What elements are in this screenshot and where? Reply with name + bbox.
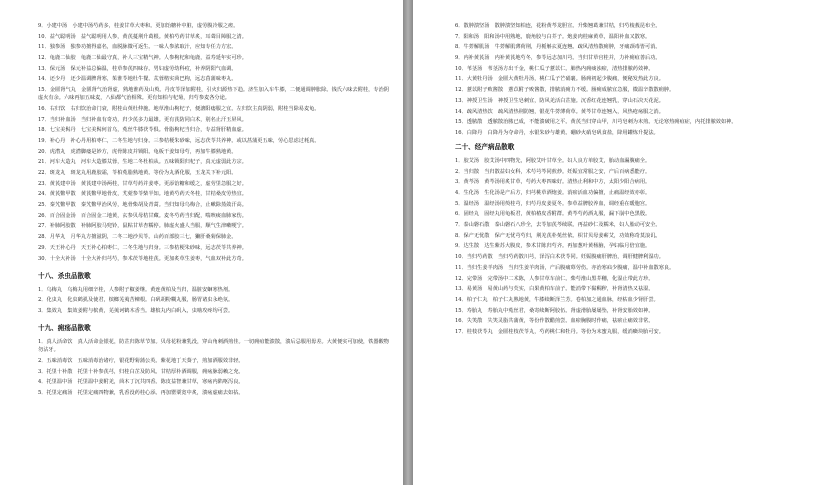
list-item: 1．乌梅丸 乌梅丸用细辛桂，人参附子椒姜继。黄连黄柏及当归，温脏安蛔寒热剂。 — [38, 286, 234, 293]
list-item: 13．神授卫生汤 神授卫生皂刺宜，防风羌活白芷施。沉香红花连翘乳，穿山石决天花泥。 — [455, 97, 664, 104]
list-item: 2．化虫丸 化虫鹤虱及使君，槟榔芜荑苦楝根。白矾胡粉糊丸服，肠胃诸虫永绝氛。 — [38, 297, 234, 304]
list-item: 8．保产无忧散 保产无忧芎芍归，荆羌芪朴菟丝依。枳甘贝母姜蕲艾，功效称奇莫浪讥。 — [455, 232, 661, 239]
list-item: 11．大黄牡丹汤 金匮大黄牡丹汤，桃仁瓜子芒硝襄。肠痈初起少腹痛，便秘发热此方良。 — [455, 76, 664, 83]
list-item: 16．失笑散 失笑灵脂共蒲黄，等份作散醋煎尝。血瘀胸腹时作痛，祛瘀止痛效非常。 — [455, 318, 654, 325]
list-item: 9．小建中汤 小建中汤芍药多，桂姜甘草大枣和。更加饴糖补中脏，虚劳腹冷服之瘥。 — [38, 23, 239, 29]
right-entries-group-b — [455, 157, 810, 336]
list-item: 27．补肺阿胶散 补肺阿胶马兜铃，鼠粘甘草杏糯停。肺虚火盛人当服，顺气生津嗽哽宁。 — [38, 223, 247, 230]
list-item: 15．金匮肾气丸 金匮肾气治肾虚，熟地淮药及山萸。丹皮苓泽加附桂，引火归源热下趋。济生加入车牛膝，二便通调肿胀除。钱氏六味去附桂，专治阴虚火有余。六味再加五味麦，八仙都气治相殊。更有知柏与杞菊，归芍参麦各分途。 — [38, 87, 389, 102]
list-item: 18．七宝美髯丹 七宝美髯何首乌，菟丝牛膝茯苓俱。骨脂枸杞当归合，专益肾肝精血虚。 — [38, 127, 247, 134]
list-item: 15．寿胎丸 寿胎丸中菟丝君，桑寄续断阿胶伍。肾虚滑胎屡屡坠，补肾安胎效如神。 — [455, 307, 654, 314]
list-item: 11．当归生姜羊肉汤 当归生姜羊肉汤，产后腹痛蓐劳伤。亦治寒疝少腹痛，温中补血散寒良。 — [455, 264, 675, 271]
list-item: 11．独参汤 独参功擅得嘉名，血脱脉微可返生。一味人参浓取汁，应知专任力方宏。 — [38, 44, 237, 51]
list-item: 15．透脓散 透脓散治脓已成，不能溃破用之平。黄芪当归穿山甲，川芎皂刺为末煎。无论寒热痈疽症，内托排脓效如神。 — [455, 119, 737, 126]
list-item: 25．秦艽鳖甲散 秦艽鳖甲治风劳，地骨柴胡及青蒿。当归知母乌梅合，止嗽除蒸敛汗高。 — [38, 202, 247, 209]
list-item: 4．托里温中汤 托里温中姜附羌，茴木丁沉共四香。陈皮益智兼甘草，寒疡内陷呕泻良。 — [38, 379, 244, 386]
list-item: 21．河车大造丸 河车大造膝苁蓉，生地二冬杜柏从。五味锁阳归杞子，真元虚弱此方宗。 — [38, 159, 247, 166]
list-item: 1．胶艾汤 胶艾汤中四物先，阿胶艾叶甘草全。妇人良方单胶艾，胎动血漏腹痛全。 — [455, 157, 651, 164]
list-item: 13．易黄汤 易黄山药与芡实，白果黄柏车前子。能消带下黏稠秽，补肾清热又祛湿。 — [455, 286, 654, 293]
list-item: 14．疏风清热饮 疏风清热荆防翘，银花牛蒡薄荷草。黄芩甘草连翘入，风热疮疡服之消。 — [455, 108, 664, 115]
list-item: 9．达生散 达生紫苏大腹皮，参术甘陈归芍齐。再加葱叶黄杨脑，孕妇临月倍宜施。 — [455, 243, 651, 250]
list-item: 28．月华丸 月华丸方擅滋阴，二冬二地沙贝苓。山药百部胶三七，獭肝桑菊保肺金。 — [38, 234, 237, 241]
list-item: 14．柏子仁丸 柏子仁丸熟地黄，牛膝续断泽兰芳。卷柏加之通血脉，经枯血少肾肝尝。 — [455, 296, 659, 303]
list-item: 17．当归补血汤 当归补血有奇功，归少芪多力最雄。更有芪防同白术，别名止汗玉屏风。 — [38, 116, 247, 123]
list-item: 10．益气聪明汤 益气聪明用人参，黄芪蔓荆升葛根。黄柏芍药甘草炙，耳聋目障服之清。 — [38, 33, 247, 40]
list-item: 5．托里定痛汤 托里定痛四物兼，乳香没药桂心添。再加罂粟宽中炙，溃疡虚痛去如拈。 — [38, 389, 244, 396]
section-heading: 十九、痈疡品散歌 — [38, 324, 91, 333]
list-item: 9．内补黄芪汤 内补黄芪地芍冬，参苓远志加川芎。当归甘草官桂并，力补痈疽善后功。 — [455, 55, 661, 62]
left-page — [0, 0, 403, 485]
list-item: 24．黄芪鳖甲散 黄芪鳖甲地骨皮，艽菀参苓柴半知。地黄芍药天冬桂，甘桔桑皮劳热宜。 — [38, 191, 247, 198]
list-item: 12．完带汤 完带汤中二术陈，人参甘草车前仁。柴芍淮山黑芥穗，化湿止带此方珍。 — [455, 275, 654, 282]
left-entries-group-b — [38, 286, 389, 315]
list-item: 30．十全大补汤 十全大补归芎芍，参术茯苓地桂芪。更加炙草生姜枣，气血双补此方奇。 — [38, 255, 247, 262]
list-item: 26．百合固金汤 百合固金二地黄，玄参贝母桔甘藏。麦冬芍药当归配，喘咳痰血肺家伤。 — [38, 212, 247, 219]
right-page — [413, 0, 820, 485]
list-item: 7．阳和汤 阳和汤中用熟地，鹿角胶与白芥子。炮姜肉桂麻黄草，温阳补血又散寒。 — [455, 33, 651, 40]
list-item: 29．天王补心丹 天王补心柏枣仁，二冬生地与归身。三参桔梗朱砂味，远志茯苓共养神。 — [38, 244, 247, 251]
section-heading: 十八、杀虫品散歌 — [38, 271, 91, 280]
list-item: 22．斑龙丸 斑龙丸用鹿胶霜，苓柏菟脂熟地黄。等份为丸酒化服，玉龙关下补元阳。 — [38, 170, 237, 177]
list-item: 16．白降丹 白降丹为夺命丹，水银朱砂与雄黄。硼砂火硝皂矾食盐，降用罐炼升提法。 — [455, 129, 659, 136]
list-item: 12．龟鹿二仙胶 龟鹿二仙最守真，补人三宝精气神。人参枸杞和龟鹿，益寿延年实可珍。 — [38, 55, 247, 62]
list-item: 2．当归散 当归散益妇女科，术芍芎芩同煎炒。妊娠宜常服之安，产后百病悉能疗。 — [455, 168, 651, 175]
left-entries-group-a — [38, 22, 389, 263]
left-entries-group-c — [38, 338, 389, 397]
list-item: 2．五味消毒饮 五味消毒治诸疔，银花野菊蒲公英。紫花地丁天葵子，煎加酒服效非轻。 — [38, 357, 244, 364]
list-item: 10．当归芍药散 当归芍药散川芎，泽泻白术茯苓同。妊娠腹痛肝脾治，调肝健脾利湿功。 — [455, 254, 664, 261]
list-item: 5．温经汤 温经汤用萸桂芎，归芍丹皮姜夏冬。参草益脾胶养血，调经重在暖胞宫。 — [455, 200, 651, 207]
section-heading: 二十、经产病品散歌 — [455, 142, 515, 151]
list-item: 14．还少丹 还少温调脾肾寒，茱淮苓地杜牛餐。苁蓉楮实茴巴枸，远志菖蒲味枣丸。 — [38, 76, 237, 83]
list-item: 3．黄芩汤 黄芩汤用炙甘草，芍药大枣四味好。清热止利和中方，太阳少阳合病用。 — [455, 179, 651, 186]
right-entries-group-a — [455, 22, 810, 137]
list-item: 6．散肿溃坚汤 散肿溃坚知柏连，花粉黄芩龙胆宣。升柴翘葛兼甘桔，归芍棱莪昆布全。 — [455, 23, 661, 29]
list-item: 1．真人活命饮 真人活命金银花，防芷归陈草节加。贝母花粉兼乳没，穿山角刺酒煎佳。一切痈疽能溃散，溃后忌服用毋差。大黄便实可加使，铁器酸物勿沾牙。 — [38, 339, 389, 354]
list-item: 20．虎潜丸 虎潜脚痿是妙方，虎骨陈皮并锁阳。龟板干姜知母芍，再加牛膝熟地黄。 — [38, 148, 237, 155]
list-item: 6．固经丸 固经丸用龟板君，黄柏椿皮香附群。黄芩芍药酒丸服，漏下崩中色黑殷。 — [455, 211, 651, 218]
list-item: 7．泰山磐石散 泰山磐石八珍全，去苓加芪芩续联。再益砂仁及糯米，妇人胎动可安全。 — [455, 222, 661, 229]
list-item: 8．牛蒡解肌汤 牛蒡解肌薄荷荆，丹栀斛玄夏连翘。疏风清热散痈肿，牙痛颈毒皆可消。 — [455, 44, 661, 51]
page-gutter — [403, 0, 413, 485]
list-item: 4．生化汤 生化汤是产后方，归芎桃草酒炮姜。消瘀活血功偏擅，止痛温经效亦彰。 — [455, 190, 651, 197]
list-item: 3．集效丸 集效姜附与槟黄，芜荑诃鹤木香当。雄槟丸内白矾入，虫啮攻疼均可尝。 — [38, 308, 234, 314]
list-item: 17．桂枝茯苓丸 金匮桂枝茯苓丸，芍药桃仁和牡丹。等份为末蜜丸服，缓消癥块胎可安。 — [455, 328, 664, 335]
list-item: 23．黄芪建中汤 黄芪建中汤两桂，甘草芍药并姜枣。更添饴糖和缓之，虚劳里急服之好。 — [38, 180, 247, 187]
list-item: 10．苇茎汤 苇茎汤方出千金，桃仁瓜子薏苡仁。肺热内痈痰浊瘀，清热排脓药效神。 — [455, 65, 654, 72]
list-item: 16．右归饮 右归饮治命门衰，附桂山萸杜仲施。地草淮山枸杞子，便溏阳痿服之宜。左归饮主真阴弱，附桂当除易麦龟。 — [38, 105, 320, 112]
list-item: 13．保元汤 保元补益总偏温，桂草参芪四味存。男妇虚劳幼科痘，补养阴阳气血调。 — [38, 65, 237, 72]
list-item: 3．托里十补散 托里十补参芪芎，归桂白芷及防风。甘桔厚朴酒调服，痈疡脉弱赖之充。 — [38, 368, 244, 375]
list-item: 12．薏苡附子败酱散 薏苡附子败酱散，排脓消痈力不缓。肠痈成脓宜急服，微温辛散散痈肿。 — [455, 87, 675, 94]
list-item: 19．补心丹 补心丹用柏枣仁，二冬生地与归身。三参桔梗朱砂味，远志茯苓共养神。或以菖蒲更五味，劳心思虑过耗真。 — [38, 137, 320, 144]
